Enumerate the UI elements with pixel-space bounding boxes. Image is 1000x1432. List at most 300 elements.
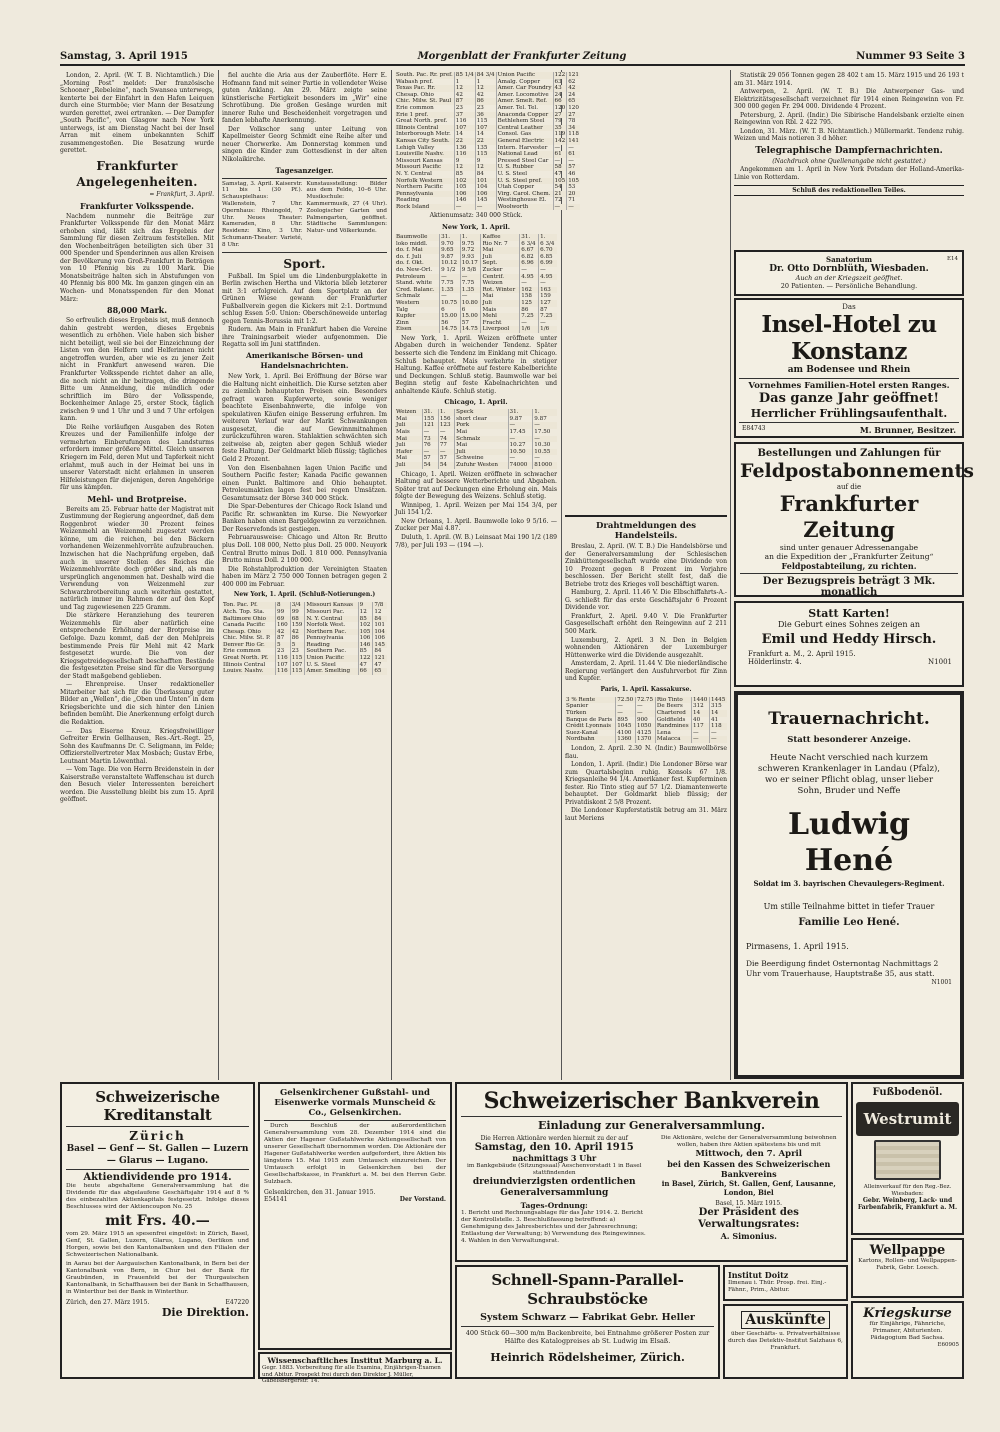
table-cell: 17.50 [534,429,551,436]
paragraph: Luxemburg, 2. April. 3 N. Den in Belgien wohnenden Aktionären der Luxemburger Hüttenwerke wird die Dividende ausgezahlt. [565,636,727,659]
table-cell: Illinois Central [222,662,276,669]
table-cell: 42 [475,92,496,99]
fuss-can-icon [874,1140,941,1180]
table-cell: 159 [540,293,551,300]
table-cell: 86 [520,307,539,314]
table-cell: Utah Copper [496,184,553,191]
table-row [395,131,580,138]
table-cell: 1.35 [440,287,461,294]
table-cell: Erie common [222,648,276,655]
american-markets-title: Amerikanische Börsen- und Handelsnachrichten. [246,351,363,370]
table-cell: Rio Tinto [655,697,691,704]
table-cell: 74 [438,436,454,443]
table-cell: — [540,319,546,326]
telegraph-title: Telegraphische Dampfernachrichten. [755,145,943,156]
table-cell: 10.30 [534,442,551,449]
table-cell: Fracht [481,320,520,327]
table-cell: 6.82 [520,254,539,261]
paragraph: London, 1. April. (Indir.) Die Londoner Börse war zum Quartalsbeginn ruhig. Konsols 67 1/8. Kriegsanleihe 94 1/4. Amerikaner fest. Kupferminen fester. Rio Tinto stieg auf 57 1/2. Diamantenwerte behauptet. Der Goldmarkt blieb flüssig; der Privatdiskont 2 5/8 Prozent. [565,761,727,806]
table-cell: 43 [553,85,567,92]
chicago-table [395,409,557,468]
bv-agenda-title: Tages-Ordnung: [520,1201,588,1210]
table-cell: 145 [374,641,385,648]
events-right: Kunstausstellung: Bilder aus dem Felde, 10–6 Uhr. Musikschule: Kammermusik, 27 (4 Uhr). Zoologischer Garten und Palmengarten, geöffnet. Städtische Sammlungen: Natur- und Völkerkunde. [306,180,387,235]
table-cell: 31. [422,409,438,416]
table-cell: 6 [440,307,461,314]
hotel-owner: M. Brunner, Besitzer. [859,425,956,435]
table-cell: 105 [554,177,566,184]
fuss-brand: Westrumit [856,1102,959,1136]
table-cell: 1 [475,79,496,86]
table-cell: Pennsylvania [305,635,358,642]
table-row [395,254,557,261]
table-cell: Amer. Smelting [305,668,358,675]
table-cell: — [508,436,533,443]
table-cell: 22 [475,138,496,145]
table-row [395,178,580,185]
table-cell: — [567,204,580,211]
table-cell: — [460,274,481,281]
table-cell: U. S. Rubber [496,164,553,171]
bv-gv: dreiundvierzigsten ordentlichen Generalversammlung [472,1177,636,1198]
table-cell: 68 [290,616,305,623]
table-cell: Juli [481,300,520,307]
well-text: Kartons, Rollen- und Wellpappen-Fabrik, Gebr. Loesch. [858,1258,957,1271]
table-cell: 10.17 [460,260,481,267]
table-cell: Ton. Pac. Pf. [222,602,276,609]
ad-insel-hotel [734,298,964,438]
paragraph: New York, 1. April. Bei Eröffnung der Börse war die Haltung nicht einheitlich. Die Kurse setzten aber zu ziemlich behaupteten Preisen ein. Besonders gefragt waren Kupferwerte, sowie weniger beachtete Eisenbahnwerte, die infolge von spekulativen Käufen einige Besserung erfuhren. Im weiteren Verlauf war der Markt Schwankungen ausgesetzt, die auf Gewinnmitnahmen zurückzuführen waren. Stahlaktien schwächten sich zeitweise ab, zeigten aber gegen Schluß wieder feste Haltung. Der Geldmarkt blieb flüssig; tägliches Geld 2 Prozent. [222,373,387,464]
column-stock-tables-cont [565,72,727,507]
paragraph: New Orleans, 1. April. Baumwolle loko 9 5/16. — Zucker per Mai 4.87. [395,517,557,533]
table-cell: 101 [475,178,496,185]
table-cell: Lehigh Valley [395,145,454,152]
table-cell: U. S. Steel [305,662,358,669]
table-row [395,449,557,456]
column-rule [730,70,731,1080]
table-cell: 9 1/2 [440,267,461,274]
paragraph: Rudern. Am Main in Frankfurt haben die Vereine ihre Trainingsarbeit wieder aufgenommen. Die Regatta soll im Juni stattfinden. [222,326,387,349]
table-cell: 79 [553,118,567,125]
table-cell: 116 [276,655,291,662]
table-cell: 1440 [692,697,710,704]
stock-turnover: Aktienumsatz: 340 000 Stück. [429,212,523,220]
ad-kreditanstalt [60,1082,255,1379]
table-cell: 84 [475,171,496,178]
table-cell: Speck [455,409,508,416]
section-dateline: = Frankfurt, 3. April. [149,191,214,199]
skred-branches: Basel — Genf — St. Gallen — Luzern — Glarus — Lugano. [66,1144,249,1166]
table-cell: 9.87 [440,254,461,261]
bv-agenda: 1. Bericht und Rechnungsablage für das Jahr 1914. 2. Bericht der Kontrollstelle. 3. Beschlußfassung betreffend: a) Genehmigung des Jahresberichtes und der Jahresrechnung; Entlastung der Verwaltung; b) Verwendung des Reingewinnes. 4. Wahlen in den Verwaltungsrat. [461,1210,646,1244]
table-cell: Eisen [395,326,440,333]
table-cell: 36 [475,112,496,119]
table-cell: Reading [395,197,454,204]
table-row [395,79,580,86]
birth-code: N1001 [928,658,952,666]
paragraph: Antwerpen, 2. April. (W. T. B.) Die Antwerpener Gas- und Elektrizitätsgesellschaft verzeichnet für 1914 einen Reingewinn von Fr. 300 000 gegen Fr. 294 000. Dividende 4 Prozent. [734,88,964,111]
table-cell: do. f. Juli [395,254,440,261]
bv-sign-place: Basel, 15. März 1915. [715,1200,783,1207]
table-cell: 3/4 [290,602,305,609]
table-cell: 14.75 [460,326,481,333]
table-cell: 53 [568,184,576,191]
table-cell: 105 [454,184,475,191]
table-cell: 102 [454,178,475,185]
table-cell: Suez-Kanal [565,730,616,737]
table-cell: 46 [568,170,576,177]
ny-close-title: New York, 1. April. (Schluß-Notierungen.) [233,591,376,599]
birth-address: Hölderlinstr. 4. [748,658,802,666]
ad-sanatorium [734,250,964,296]
sanatorium-note: 20 Patienten. — Persönliche Behandlung. [780,282,918,290]
table-cell: Amalg. Copper [496,79,553,86]
table-row [395,260,557,267]
table-cell: 1. [438,409,454,416]
table-cell: 122 [554,72,566,78]
ausk-title: Auskünfte [741,1311,829,1329]
table-cell: Talg [395,307,440,314]
table-cell: 87 [540,306,548,313]
table-cell: 105 [568,177,579,184]
table-cell: Pressed Steel Car [496,158,553,165]
table-cell: 17.45 [508,429,533,436]
ad-birth [734,601,964,687]
chicago-title: Chicago, 1. April. [444,398,508,407]
table-cell: — [692,736,710,743]
schnell-system: System Schwarz — Fabrikat Gebr. Heller [480,1312,695,1323]
ad-institut-doitz [723,1265,848,1301]
paragraph: Hamburg, 2. April. 11.46 V. Die Elbschiffahrts-A.-G. schließt für das erste Geschäftsjahr 6 Prozent Dividende vor. [565,589,727,612]
table-cell: Denver Rio Gr. [222,642,276,649]
skred-title: Schweizerische Kreditanstalt [95,1088,220,1124]
table-cell: Northern Pac. [305,629,358,636]
paragraph: New York, 1. April. Weizen eröffnete unter Abgaben durch in weichender Tendenz. Später besserte sich die Tendenz im Einklang mit Chicago. Schluß behauptet. Mais verkehrte in stetiger Haltung. Kaffee eröffnete auf festere Kabelberichte und Deckungen. Schluß stetig. Baumwolle war bei Beginn stetig auf feste Kabelnachrichten und anhaltende Käufe. Schluß stetig. [395,334,557,395]
table-cell: 66 [358,668,373,675]
table-cell: Juli [455,449,508,456]
table-cell: Westinghouse El. [496,197,553,204]
bv-signer: A. Simonius. [720,1231,777,1241]
table-cell: 31. [520,234,539,241]
paragraph: Der Volkschor sang unter Leitung von Kapellmeister Georg Schmidt eine Reihe alter und neuer Chorwerke. Am Donnerstag kommen und singen die Kinder zum Gottesdienst in der alten Nikolaikirche. [222,125,387,164]
table-row [222,668,387,675]
table-cell: 122 [358,655,373,662]
table-cell: — [540,266,546,273]
header-page: Nummer 93 Seite 3 [856,51,965,62]
column-rule [218,70,219,1080]
table-cell: 35 [553,125,567,132]
table-cell: 6.67 [520,247,539,254]
table-cell: National Lead [496,151,553,158]
table-cell: Rio Nr. 7 [481,241,520,248]
table-cell: 9 [475,158,496,165]
table-cell: 12 [358,609,373,616]
table-cell: — [710,736,727,743]
table-cell: Cred. Balanc. [395,287,440,294]
table-cell: 7.25 [520,313,539,320]
ad-bankverein [455,1082,848,1262]
table-cell: 1370 [636,736,656,743]
table-cell: 42 [290,629,305,636]
ad-kriegskurse [851,1301,964,1379]
page-header [60,46,965,66]
table-cell: 1. [539,234,557,241]
paragraph: London, 2. April. 2.30 N. (Indir.) Baumwollbörse flau. [565,745,727,760]
table-cell: Mais [395,429,422,436]
table-cell: Juli [395,462,422,469]
table-cell: 54 [553,184,567,191]
table-cell: Türken [565,710,616,717]
ausk-text: über Geschäfts- u. Privatverhältnisse durch das Detektiv-Institut Salzhaus 6, Frankfurt. [728,1331,843,1351]
table-cell: 895 [616,717,636,724]
table-cell: — [520,280,539,287]
table-cell: 6.96 [520,260,539,267]
table-cell: U. S. Steel [496,171,553,178]
table-cell: Nordbahn [565,736,616,743]
hotel-desc2: Das ganze Jahr geöffnet! [758,391,940,406]
table-row [565,710,727,717]
table-cell: — [438,449,454,456]
gels-footer [264,1196,446,1203]
table-cell: Missouri Kansas [305,602,358,609]
stocks-table [395,72,580,210]
table-row [395,92,580,99]
table-cell: 9.65 [440,247,461,254]
table-cell: 84 3/4 [476,72,495,78]
table-cell: Schweine [455,455,508,462]
table-cell: 104 [374,628,385,635]
birth-place: Frankfurt a. M., 2. April 1915. [748,650,856,658]
table-cell: 145 [475,197,496,204]
ny-commodities-table [395,234,557,333]
table-cell: 77 [438,442,454,449]
table-cell: 7.25 [539,313,557,320]
table-cell: 119 [554,131,566,138]
paragraph: Breslau, 2. April. (W. T. B.) Die Handelsbörse und der Generalversammlung der Schlesischen Zinkhüttengesellschaft wurde eine Dividende von 10 Prozent gegen 8 Prozent im Vorjahre beschlossen. Der Bericht stellt fest, daß die Betriebe trotz des Krieges voll beschäftigt waren. [565,543,727,588]
table-cell: 1445 [711,696,726,703]
skred-amount: mit Frs. 40.— [105,1213,210,1229]
bv-place: im Bankgebäude (Sitzungssaal) Aeschenvorstadt 1 in Basel stattfindenden [466,1163,642,1176]
table-cell: 72.75 [636,697,656,704]
column-rule [561,70,562,1080]
table-cell: 1045 [616,723,636,730]
paragraph: Duluth, 1. April. (W. B.) Leinsaat Mai 190 1/2 (189 7/8), per Juli 193 — (194 —). [395,534,557,549]
table-cell: 57 [422,455,438,462]
section-title: Frankfurter Angelegenheiten. [76,159,198,190]
table-cell: 14.75 [440,326,461,333]
table-cell: Weizen [481,280,520,287]
table-cell: — [568,144,574,151]
table-cell: 6 3/4 [520,241,539,248]
sanatorium-sub: Auch an der Kriegszeit geöffnet. [795,274,903,282]
table-cell: Mehl [481,313,520,320]
table-cell: Illinois Central [395,125,454,132]
table-row [395,85,580,92]
table-cell: 158 [520,293,539,300]
bv-right-date: Mittwoch, den 7. April [695,1149,803,1159]
table-row [395,313,557,320]
table-row [565,736,727,743]
feld-paper: Frankfurter Zeitung [779,491,919,542]
table-cell: 14 [710,710,727,717]
paragraph: Bereits am 25. Februar hatte der Magistrat mit Zustimmung der Regierung angeordnet, daß dem Roggenbrot wieder 30 Prozent feines Weizenmehl an Weizenmehl zugesetzt werden könne, um die reichen, bei den Bäckern vorhandenen Weizenmehlvorräte aufzubrauchen. Inzwischen hat die Nachprüfung ergeben, daß auch in unserer Stellen des Reiches die Weizenmehlvorräte doch größer sind, als man ursprünglich angenommen hat. Deshalb wird die Verwendung von Weizenmehl zur Schwarzbrotbereitung auch weiterhin gestattet, natürlich immer im Rahmen der auf den Kopf und Tag zugewiesenen 225 Gramm. [60,505,214,611]
table-cell: 21 [553,191,567,198]
kriegs-text: für Einjährige, Fähnriche, Primaner, Abiturienten. Pädagogium Bad Sachsa. [869,1321,946,1341]
table-cell: do. New-Orl. [395,267,440,274]
table-row [222,662,387,669]
feld-text1: sind unter genauer Adressenangabe [779,543,919,552]
ad-gelsenkirchen [258,1082,452,1350]
table-cell: — [533,436,557,443]
table-cell: 4100 [616,730,636,737]
ad-feldpost [734,442,974,598]
table-cell: 900 [636,717,656,724]
table-cell: Norfolk Western [395,178,454,185]
table-cell: Mai [455,429,508,436]
table-cell: 4125 [636,730,656,737]
events-listing [222,178,387,253]
table-cell: Liverpool [481,326,520,333]
table-cell: 121 [374,655,385,662]
paragraph: Chicago, 1. April. Weizen eröffnete in schwacher Haltung auf bessere Wetterberichte und Abgaben. Später trat auf Deckungen eine Erholung ein. Mais folgte der Bewegung des Weizens. Schluß stetig. [395,470,557,501]
ad-fussbodenoel [851,1082,964,1235]
header-title: Morgenblatt der Frankfurter Zeitung [417,51,627,62]
table-cell: Pork [455,422,508,429]
table-cell: 115 [290,655,305,662]
paragraph: Winnipeg, 1. April. Weizen per Mai 154 3/4, per Juli 154 1/2. [395,501,557,517]
table-cell: 14 [454,131,475,138]
bv-sign: Der Präsident des Verwaltungsrates: [698,1207,800,1230]
table-cell: 58 [553,164,567,171]
table-cell: — [440,293,461,300]
paragraph: — Ehrenpreise. Unser redaktioneller Mitarbeiter hat sich für die Überlassung guter Bilder an „Wellen“, die „Oben und Unten“ in dem Kriegsberichte und die sich hinter den Linien befinden bemüht. Die Anerkennung erfolgt durch die Redaktion. [60,681,214,727]
table-cell: 5 [290,642,305,649]
column-frankfurt-affairs [60,72,214,1077]
fuss-title: Fußbodenöl. [872,1087,943,1098]
table-cell: 160 [276,622,291,629]
table-row [395,234,557,241]
feld-price: Der Bezugspreis beträgt 3 Mk. monatlich [762,576,936,598]
table-cell: 3 % Rente [565,697,616,704]
table-cell: 118 [568,131,579,138]
table-cell: — [460,293,481,300]
table-cell: Mai [395,455,422,462]
fuss-firm: Gebr. Weinberg, Lack- und Farbenfabrik, Frankfurt a. M. [857,1197,958,1211]
table-cell: 123 [438,422,454,429]
table-cell: do. f. Okt. [395,260,440,267]
table-cell: 37 [454,112,475,119]
table-cell: 78 [568,118,576,125]
table-cell: 10.55 [533,449,557,456]
table-cell: 4.95 [520,274,539,281]
table-cell: Anaconda Copper [496,112,553,119]
paragraph: Die Reihe vorläufigen Ausgaben des Roten Kreuzes und der Familienhilfe infolge der vermehrten Einberufungen des Landsturms erfordern immer größere Mittel. Gleich unseren Kriegern im Feld, deren Mut und Tapferkeit nicht erlahmt, muß auch in der Heimat bei uns in unserer Vaterstadt nicht erlahmen in unseren Hilfeleistungen für diejenigen, deren Angehörige für uns kämpfen. [60,423,214,492]
table-cell: 74000 [508,462,533,469]
paragraph: Die Rohstahlproduktion der Vereinigten Staaten haben im März 2 750 000 Tonnen betragen gegen 2 400 000 im Februar. [222,565,387,588]
table-cell: 27 [567,112,580,119]
table-cell: Canada Pacific [222,622,276,629]
table-cell: De Beers [655,703,691,710]
table-cell: Consol. Gas [496,131,553,138]
table-row [395,280,557,287]
table-cell: 72.50 [616,697,636,704]
bv-title: Schweizerischer Bankverein [483,1088,820,1114]
table-cell: 87 [276,635,291,642]
table-cell: 57 [460,320,481,327]
table-cell: 106 [374,635,385,642]
table-cell: 47 [553,171,567,178]
table-cell: 315 [711,703,722,710]
table-cell: — [520,267,539,274]
table-cell: 1/6 [520,326,539,333]
death-name: Ludwig Hené [787,807,911,878]
table-cell: 47 [358,662,373,669]
table-cell: 107 [454,125,475,132]
table-cell: 42 [567,85,580,92]
table-cell: Juli [395,442,422,449]
table-cell: — [508,422,533,429]
table-row [395,300,557,307]
table-cell: — [533,422,557,429]
table-cell: 8 [276,602,291,609]
table-row [395,171,580,178]
hotel-desc1: Vornehmes Familien-Hotel ersten Ranges. [748,381,950,391]
table-cell: 1. [460,234,481,241]
table-cell: 312 [692,703,710,710]
table-cell: 81000 [533,462,557,469]
table-cell: 24 [568,91,576,98]
table-cell: 9.75 [460,241,481,248]
table-cell: — [438,429,454,436]
table-cell: — [454,204,475,211]
header-date: Samstag, 3. April 1915 [60,51,188,62]
table-cell: 125 [520,300,539,307]
table-cell: 7.75 [460,280,481,287]
table-cell: Southern Pac. [305,648,358,655]
column-rule [391,70,392,1080]
table-cell: Norfolk West. [305,622,358,629]
table-cell: 23 [454,105,475,112]
table-cell: — [422,449,438,456]
table-cell: Amer. Tel. Tel. [496,105,553,112]
table-row [395,204,580,211]
table-cell: 12 [454,85,475,92]
table-cell: 9.87 [508,416,533,423]
paragraph: So erfreulich dieses Ergebnis ist, muß dennoch dahin gestrebt werden, dieses Ergebnis wesentlich zu erhöhen. Viele haben sich bisher nicht beteiligt, weil sie bei der Einzeichnung der Listen von den Helfern und Helferinnen nicht angetroffen wurden, aber wie es zu jener Zeit nicht in Frankfurt anwesend waren. Die Frankfurter Volksspende richtet daher an alle, die noch nicht an ihr beitragen, die dringende Bitte um Anmeldung, die mündlich oder schriftlich im Büro der Volksspende, Bockenheimer Anlage 25, erster Stock, täglich zwischen 9 und 1 Uhr und 3 und 7 Uhr erfolgen kann. [60,317,214,423]
table-cell: 120 [554,104,566,111]
inst-title: Wissenschaftliches Institut Marburg a. L. [267,1356,443,1365]
paragraph: Die stärkere Heranziehung des teureren Weizenmehls für aber natürlich eine entsprechende Erhöhung der Brotpreise im Gefolge. Dazu kommt, daß der den Mehlpreis bestimmende Preis für Mehl mit 42 Mark festgesetzt wurde. Die von der Kriegsgetreidegesellschaft beschafften Bestände die festgesetzten Preise sind für die Versorgung der Stadt maßgebend geblieben. [60,612,214,680]
ad-auskuenfte [723,1304,848,1379]
hotel-footer [739,425,959,435]
table-cell: 12 [374,608,382,615]
table-row [395,151,580,158]
death-family: Familie Leo Hené. [798,917,900,928]
table-cell: — [553,204,567,211]
hotel-code: E84743 [742,425,766,432]
paragraph: London, 31. März. (W. T. B. Nichtamtlich.) Müllermarkt. Tendenz ruhig. Weizen und Mais notieren 3 d höher. [734,127,964,143]
table-cell: 135 [475,145,496,152]
kriegs-title: Kriegskurse [863,1306,952,1321]
table-row [395,158,580,165]
table-cell: Erie common [395,105,454,112]
table-row [395,293,557,300]
table-cell: 121 [422,422,438,429]
table-row [222,655,387,662]
table-cell: — [440,274,461,281]
table-cell: 102 [358,622,373,629]
table-cell: — [508,455,533,462]
